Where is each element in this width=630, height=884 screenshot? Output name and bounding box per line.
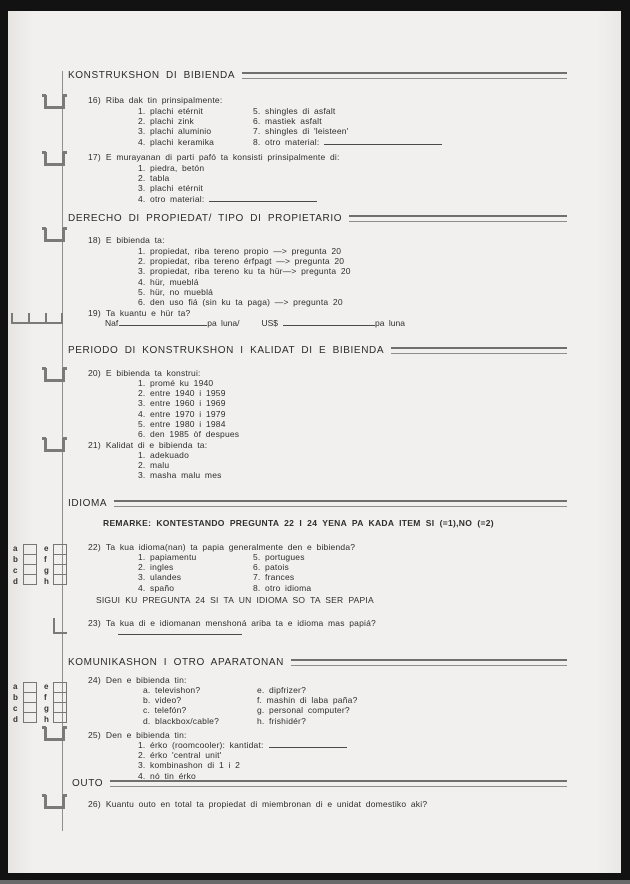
section-rule [291, 659, 567, 666]
grid-letter: a [13, 682, 18, 691]
option: 4. hür, mueblá [138, 276, 199, 287]
q25-options [138, 740, 347, 781]
question-number: 19) [88, 308, 101, 318]
option: 3. kombinashon di 1 i 2 [138, 760, 241, 771]
question-text: Riba dak tin prinsipalmente: [105, 95, 223, 105]
option: 6. den uso fiá (sin ku ta paga) —> pregunta 20 [138, 296, 343, 307]
grid-letter: a [13, 544, 18, 553]
option: 3. plachi etérnit [138, 183, 204, 194]
section-title: KONSTRUKSHON DI BIBIENDA [68, 70, 236, 81]
answer-box-q25[interactable] [44, 727, 65, 741]
fill-blank-other-material[interactable] [324, 137, 442, 145]
answer-corner-q23[interactable] [53, 618, 67, 634]
question-text: Den e bibienda tin: [105, 675, 187, 685]
grid-letter: g [44, 566, 49, 575]
question-25 [88, 730, 187, 740]
question-21 [88, 440, 207, 450]
section-heading-derecho [68, 213, 567, 224]
skip-instruction-note: SIGUI KU PREGUNTA 24 SI TA UN IDIOMA SO TA SER PAPIA [96, 595, 374, 605]
option: b. video? [143, 695, 182, 706]
per-month-label: pa luna/ [207, 318, 240, 328]
grid-letters-efgh [44, 681, 49, 725]
option: 2. ingles [138, 562, 174, 573]
question-23 [88, 618, 376, 628]
option: 2. malu [138, 460, 170, 471]
option: 6. mastiek asfalt [253, 116, 322, 127]
option: d. blackbox/cable? [143, 715, 220, 726]
option: 4. spaño [138, 582, 175, 593]
section-heading-idioma [68, 498, 567, 509]
option: 4. otro material: [138, 194, 317, 204]
option: 3. masha malu mes [138, 470, 222, 481]
currency-usd-label: US$ [261, 318, 279, 328]
option: 8. otro material: [253, 137, 442, 147]
grid-letter: g [44, 704, 49, 713]
option: 1. papiamentu [138, 552, 197, 562]
option: 2. propiedat, riba tereno érfpagt —> pregunta 20 [138, 256, 345, 267]
grid-cells-efgh [53, 682, 67, 723]
fill-blank-other-material[interactable] [209, 194, 317, 202]
answer-box-q20[interactable] [44, 368, 65, 382]
section-title: DERECHO DI PROPIEDAT/ TIPO DI PROPIETARIO [68, 213, 343, 224]
q22-options-left [138, 552, 196, 593]
answer-box-q17[interactable] [44, 152, 65, 166]
grid-cell[interactable] [23, 574, 37, 585]
option: 3. plachi aluminio [138, 126, 212, 137]
remark-note: REMARKE: KONTESTANDO PREGUNTA 22 I 24 YENA PA KADA ITEM SI (=1),NO (=2) [103, 518, 494, 528]
option: 5. shingles di asfalt [253, 106, 336, 116]
section-title: KOMUNIKASHON I OTRO APARATONAN [68, 657, 284, 668]
q17-options [138, 163, 317, 204]
question-number: 20) [88, 368, 101, 378]
grid-letter: f [44, 693, 47, 702]
per-month-label: pa luna [375, 318, 405, 328]
question-17 [88, 152, 340, 162]
option: 1. adekuado [138, 450, 189, 460]
grid-letter: d [13, 577, 18, 586]
question-16 [88, 95, 222, 105]
option: f. mashin di laba paña? [257, 695, 358, 706]
grid-cell[interactable] [53, 574, 67, 585]
option: 4. entre 1970 i 1979 [138, 408, 226, 419]
grid-cells-abcd [23, 682, 37, 723]
grid-letter: h [44, 577, 49, 586]
q22-options-right [253, 552, 311, 593]
answer-box-q21[interactable] [44, 438, 65, 452]
grid-letter: e [44, 544, 49, 553]
section-rule [110, 780, 567, 787]
question-19 [88, 308, 190, 318]
option: 5. hür, no mueblá [138, 286, 214, 297]
question-number: 18) [88, 235, 101, 245]
section-title: IDIOMA [68, 498, 108, 509]
grid-cells-efgh [53, 544, 67, 585]
option: 1. piedra, betón [138, 163, 205, 173]
grid-cells-abcd [23, 544, 37, 585]
grid-letter: d [13, 715, 18, 724]
currency-naf-label: Naf [105, 318, 119, 328]
grid-cell[interactable] [53, 712, 67, 723]
question-number: 17) [88, 152, 101, 162]
grid-letter: c [13, 566, 18, 575]
grid-letter: b [13, 693, 18, 702]
section-rule [391, 347, 567, 354]
question-text: Kuantu outo en total ta propiedat di miembronan di e unidat domestiko aki? [105, 799, 428, 809]
question-20 [88, 368, 201, 378]
option: 1. plachi etérnit [138, 106, 204, 116]
option: 3. ulandes [138, 572, 182, 583]
q24-options-right [257, 685, 358, 726]
option: 7. shingles di 'leisteen' [253, 126, 349, 137]
question-text: Ta kua idioma(nan) ta papia generalmente den e bibienda? [105, 542, 356, 552]
option: h. frishidér? [257, 715, 307, 726]
option: 6. patois [253, 562, 289, 573]
option: 7. frances [253, 572, 295, 583]
fill-blank-q23-answer[interactable] [118, 633, 242, 635]
option: 6. den 1985 òf despues [138, 428, 240, 439]
q20-options [138, 378, 239, 439]
q16-options-left [138, 106, 214, 147]
answer-box-q16[interactable] [44, 95, 65, 109]
fill-blank-usd-amount[interactable] [283, 318, 375, 326]
question-text: E bibienda ta: [105, 235, 165, 245]
option: e. dipfrizer? [257, 685, 307, 695]
option: 3. propiedat, riba tereno ku ta hür—> pregunta 20 [138, 266, 351, 277]
question-text: E bibienda ta konstrui: [105, 368, 201, 378]
question-number: 21) [88, 440, 101, 450]
option: 2. tabla [138, 173, 170, 184]
grid-cell[interactable] [23, 712, 37, 723]
option: 5. entre 1980 i 1984 [138, 418, 226, 429]
grid-letter: e [44, 682, 49, 691]
question-text: Kalidat di e bibienda ta: [105, 440, 208, 450]
option: c. telefón? [143, 705, 187, 716]
question-number: 25) [88, 730, 101, 740]
question-22 [88, 542, 355, 552]
option: g. personal computer? [257, 705, 350, 716]
option: 1. érko (roomcooler): kantidat: [138, 740, 347, 750]
q18-options [138, 246, 351, 307]
question-number: 24) [88, 675, 101, 685]
option: 2. érko 'central unit' [138, 750, 222, 761]
question-number: 16) [88, 95, 101, 105]
option: 2. plachi zink [138, 116, 194, 127]
question-number: 23) [88, 618, 101, 628]
scan-edge [0, 880, 630, 884]
question-text: Ta kua di e idiomanan menshoná ariba ta e idioma mas papiá? [105, 618, 376, 628]
section-title: OUTO [72, 778, 104, 789]
q16-options-right [253, 106, 442, 147]
question-text: E murayanan di parti pafó ta konsisti prinsipalmente di: [105, 152, 340, 162]
questionnaire-page [8, 11, 621, 873]
section-heading-konstrukshon [68, 70, 567, 81]
option: 5. portugues [253, 552, 305, 562]
grid-letter: b [13, 555, 18, 564]
section-heading-komunikashon [68, 657, 567, 668]
grid-letters-abcd [13, 543, 18, 587]
rent-amount-cells-q19[interactable] [11, 313, 63, 324]
section-title: PERIODO DI KONSTRUKSHON I KALIDAT DI E BIBIENDA [68, 345, 385, 356]
option: 3. entre 1960 i 1969 [138, 398, 226, 409]
section-rule [114, 500, 567, 507]
grid-letters-abcd [13, 681, 18, 725]
question-18 [88, 235, 165, 245]
grid-letter: h [44, 715, 49, 724]
option: a. televishon? [143, 685, 201, 695]
question-26 [88, 799, 427, 809]
q19-fill-line [105, 318, 405, 328]
question-number: 26) [88, 799, 101, 809]
fill-blank-airco-quantity[interactable] [269, 740, 347, 748]
question-text: Den e bibienda tin: [105, 730, 187, 740]
option: 1. promé ku 1940 [138, 378, 214, 388]
q21-options [138, 450, 222, 481]
option: 2. entre 1940 i 1959 [138, 388, 226, 399]
fill-blank-naf-amount[interactable] [119, 318, 207, 326]
grid-letter: c [13, 704, 18, 713]
option: 4. plachi keramika [138, 136, 215, 147]
question-text: Ta kuantu e hür ta? [105, 308, 191, 318]
option: 4. nó tin érko [138, 770, 196, 781]
option: 8. otro idioma [253, 582, 312, 593]
grid-letter: f [44, 555, 47, 564]
question-number: 22) [88, 542, 101, 552]
section-rule [349, 215, 567, 222]
section-heading-outo [72, 778, 567, 789]
q24-options-left [143, 685, 219, 726]
section-heading-periodo [68, 345, 567, 356]
answer-box-q26[interactable] [44, 795, 65, 809]
question-24 [88, 675, 187, 685]
option: 1. propiedat, riba tereno propio —> pregunta 20 [138, 246, 342, 256]
grid-letters-efgh [44, 543, 49, 587]
section-rule [242, 72, 567, 79]
answer-box-q18[interactable] [44, 228, 65, 242]
